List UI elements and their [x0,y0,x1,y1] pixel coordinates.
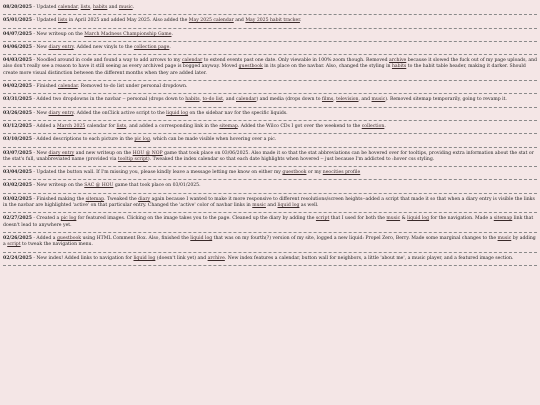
entry-link[interactable]: sitemap [219,123,238,129]
entry-link[interactable]: collection [361,123,385,129]
entry-text: , [77,5,81,10]
entry-text: & [400,216,408,222]
entry-text: - New [31,150,49,156]
entry-text: - Noodled around in code and found a way to add arrows to my [31,58,182,64]
entry-text: to tweak the navigation menu. [20,242,93,248]
changelog-entry [3,253,537,266]
entry-text: on the sidebar nav for the specific liquids. [188,110,288,116]
changelog-entry [3,180,537,193]
entry-link[interactable]: lists [80,5,91,10]
entry-text: , and [222,97,236,103]
entry-link[interactable]: liquid log [190,235,213,241]
entry-text: and [265,203,278,209]
entry-text: - New [31,110,49,116]
entry-text: - New index! Added links to navigation for [31,255,134,261]
changelog-entry [3,81,537,94]
entry-text: to the habit table header, making it darker. Should create more visual distinction between the different months when they are added later. [3,64,526,76]
entry-link[interactable]: archive [389,58,407,64]
entry-date: 02/24/2025 [3,255,32,261]
entry-text: calendar for [85,123,117,129]
entry-link[interactable]: calendar [57,84,78,90]
entry-text: - Updated [31,18,58,24]
entry-link[interactable]: calendar [57,5,78,10]
entry-link[interactable]: habits [391,64,407,70]
entry-link[interactable]: May 2025 habit tracker [245,18,300,24]
entry-text: - Added two dropdowns in the navbar -- personal (drops down to [31,97,186,103]
entry-text: - Finished [31,84,58,90]
entry-text: . [299,18,302,24]
changelog-entry [3,194,537,214]
entry-link[interactable]: diary entry [48,44,74,50]
entry-text: and new writeup on the [74,150,133,156]
entry-text: . [384,123,386,129]
entry-link[interactable]: music [118,5,133,10]
entry-text: . [171,31,173,37]
entry-date: 04/02/2025 [3,84,32,90]
entry-text: ). Tweaked the index calendar so that each date highlights when hovered -- just because I'm addicted to :hover css styling. [147,156,435,162]
entry-text: to extend events past one date. Only viewable in 100% zoom though. Removed [202,58,390,64]
entry-link[interactable]: guestbook [56,235,82,241]
entry-text: (doesn't link yet) and [155,255,208,261]
entry-text: ). Removed sitemap temporarily, going to revamp it. [385,97,507,103]
entry-text: as well. [299,203,319,209]
entry-text: game that took place on 03/01/2025. [113,183,201,189]
entry-link[interactable]: script [7,242,21,248]
entry-link[interactable]: music [371,97,386,103]
entry-text: . Added new vinyls to the [73,44,134,50]
entry-date: 03/12/2025 [3,123,32,129]
entry-link[interactable]: liquid log [407,216,430,222]
entry-text: . New index features a calendar, button wall for neighbors, a little 'about me', a music player, and a featured image section. [224,255,514,261]
entry-text: - Updated [31,5,58,10]
entry-text: - New writeup on the [31,31,85,37]
entry-text: . Removed to-do list under personal dropdown. [77,84,188,90]
entry-text: by adding a [3,235,536,248]
entry-link[interactable]: guestbook [282,170,307,176]
entry-link[interactable]: habits [93,5,108,10]
entry-text: , [199,97,203,103]
entry-link[interactable]: liquid log [133,255,156,261]
entry-text: or my [306,170,323,176]
entry-link[interactable]: guestbook [238,64,263,70]
entry-date: 03/04/2025 [3,170,32,176]
changelog-entry [3,29,537,42]
changelog-entry [3,121,537,134]
entry-date: 04/07/2025 [3,31,32,37]
entry-text: that I used for both the [329,216,387,222]
entry-link[interactable]: calendar [236,97,257,103]
entry-date: 03/07/2025 [3,150,32,156]
entry-text: ) and media (drops down to [256,97,322,103]
entry-link[interactable]: to-do list [202,97,223,103]
entry-link[interactable]: pic log [134,137,150,143]
entry-date: 05/01/2025 [3,18,32,24]
entry-text: - Added a [31,235,57,241]
entry-text: - Created a [31,216,61,222]
entry-date: 03/02/2025 [3,196,32,202]
entry-link[interactable]: sitemap [493,216,513,222]
entry-link[interactable]: television [336,97,359,103]
changelog-entry [3,94,537,107]
entry-text: - Finished making the [31,196,86,202]
entry-link[interactable]: HOU @ NOP [132,150,163,156]
changelog-entry [3,148,537,168]
changelog-entry [3,213,537,233]
entry-text: . [132,5,135,10]
entry-link[interactable]: films [321,97,334,103]
entry-link[interactable]: lists [57,18,68,24]
entry-text: - Updated the button wall. If I'm missing you, please kindly leave a message letting me know on either my [31,170,283,176]
changelog-entry [3,134,537,147]
entry-text: that was on my fourth(?) version of my site, logged a new liquid: Propel Zero, Berry. Made some marginal changes to the [212,235,498,241]
entry-date: 03/31/2025 [3,97,32,103]
entry-link[interactable]: diary [138,196,151,202]
changelog-entry [3,2,537,15]
entry-text: , [333,97,337,103]
entry-text: . Tweaked the [104,196,139,202]
changelog [3,2,537,266]
entry-link[interactable]: music [497,235,512,241]
entry-text: in its place on the navbar. Also, changed the styling in [262,64,392,70]
entry-text: using HTML Comment Box. Also, finished the [81,235,191,241]
entry-link[interactable]: habits [185,97,200,103]
entry-text: , and [358,97,372,103]
entry-text: - Added descriptions to each picture in the [31,137,135,143]
changelog-entry [3,15,537,28]
entry-text: - New writeup on the [31,183,85,189]
entry-link[interactable]: music [252,203,266,209]
entry-link[interactable]: archive [207,255,225,261]
entry-text: in April 2025 and added May 2025. Also added the [67,18,189,24]
changelog-entry [3,42,537,55]
entry-link[interactable]: March Madness Championship Game [84,31,172,37]
entry-link[interactable]: May 2025 calendar [188,18,234,24]
entry-text: link that doesn't lead to anywhere yet. [3,216,534,228]
entry-date: 04/03/2025 [3,58,32,64]
entry-link[interactable]: script [315,216,330,222]
entry-text: . Added the onClick active script to the [73,110,167,116]
entry-text: , and added a corresponding link in the [126,123,220,129]
entry-link[interactable]: liquid log [166,110,189,116]
entry-date: 03/02/2025 [3,183,32,189]
entry-text: - Added a [31,123,57,129]
entry-text: - New [31,44,49,50]
entry-link[interactable]: sitemap [85,196,105,202]
entry-link[interactable]: tooltip script [117,156,148,162]
entry-text: , which can be made visible when hovering over a pic. [149,137,277,143]
changelog-entry [3,167,537,180]
changelog-entry [3,55,537,81]
entry-text: game that took place on 03/06/2025. Also made it so that the stat abbreviations can be hovered over for tooltips, providing extra information about the stat or the stat's full, unabbreviated name (provided via [3,150,534,162]
entry-date: 03/26/2025 [3,110,32,116]
entry-date: 03/10/2025 [3,137,32,143]
entry-link[interactable]: neocities profile [322,170,361,176]
entry-link[interactable]: music [386,216,401,222]
entry-date: 02/26/2025 [3,235,32,241]
entry-link[interactable]: lists [116,123,127,129]
entry-text: and [107,5,119,10]
entry-link[interactable]: diary entry [48,110,74,116]
entry-text: for featured images. Clicking on the image takes you to the page. Cleaned up the diary by adding the [76,216,316,222]
entry-date: 08/20/2025 [3,5,32,10]
entry-text: . Added the Wilco CDs I got over the weekend to the [237,123,362,129]
entry-link[interactable]: liquid log [277,203,300,209]
entry-link[interactable]: SAC @ HOU [84,183,114,189]
entry-link[interactable]: collection page [133,44,170,50]
entry-text: again because I wanted to make it more responsive to different resolutions/screen heights--added a script that made it so that when a diary entry is visible the links in the navbar are highlighted 'active' on that particular entry. Changed the 'active' color of navbar links in [3,196,535,209]
entry-text: because it slowed the fuck out of my page uploads, and also don't really see a reason to have it still seeing as every archived page is bogged anyway. Moved [3,58,537,70]
entry-text: and [233,18,246,24]
entry-text: for the navigation. Made a [429,216,494,222]
entry-text: . [169,44,171,50]
entry-date: 04/06/2025 [3,44,32,50]
entry-link[interactable]: diary entry [48,150,75,156]
changelog-entry [3,233,537,253]
entry-text: , [90,5,94,10]
entry-date: 02/27/2025 [3,216,32,222]
entry-link[interactable]: March 2025 [56,123,86,129]
entry-link[interactable]: calendar [181,58,203,64]
entry-link[interactable]: pic log [60,216,77,222]
changelog-entry [3,108,537,121]
